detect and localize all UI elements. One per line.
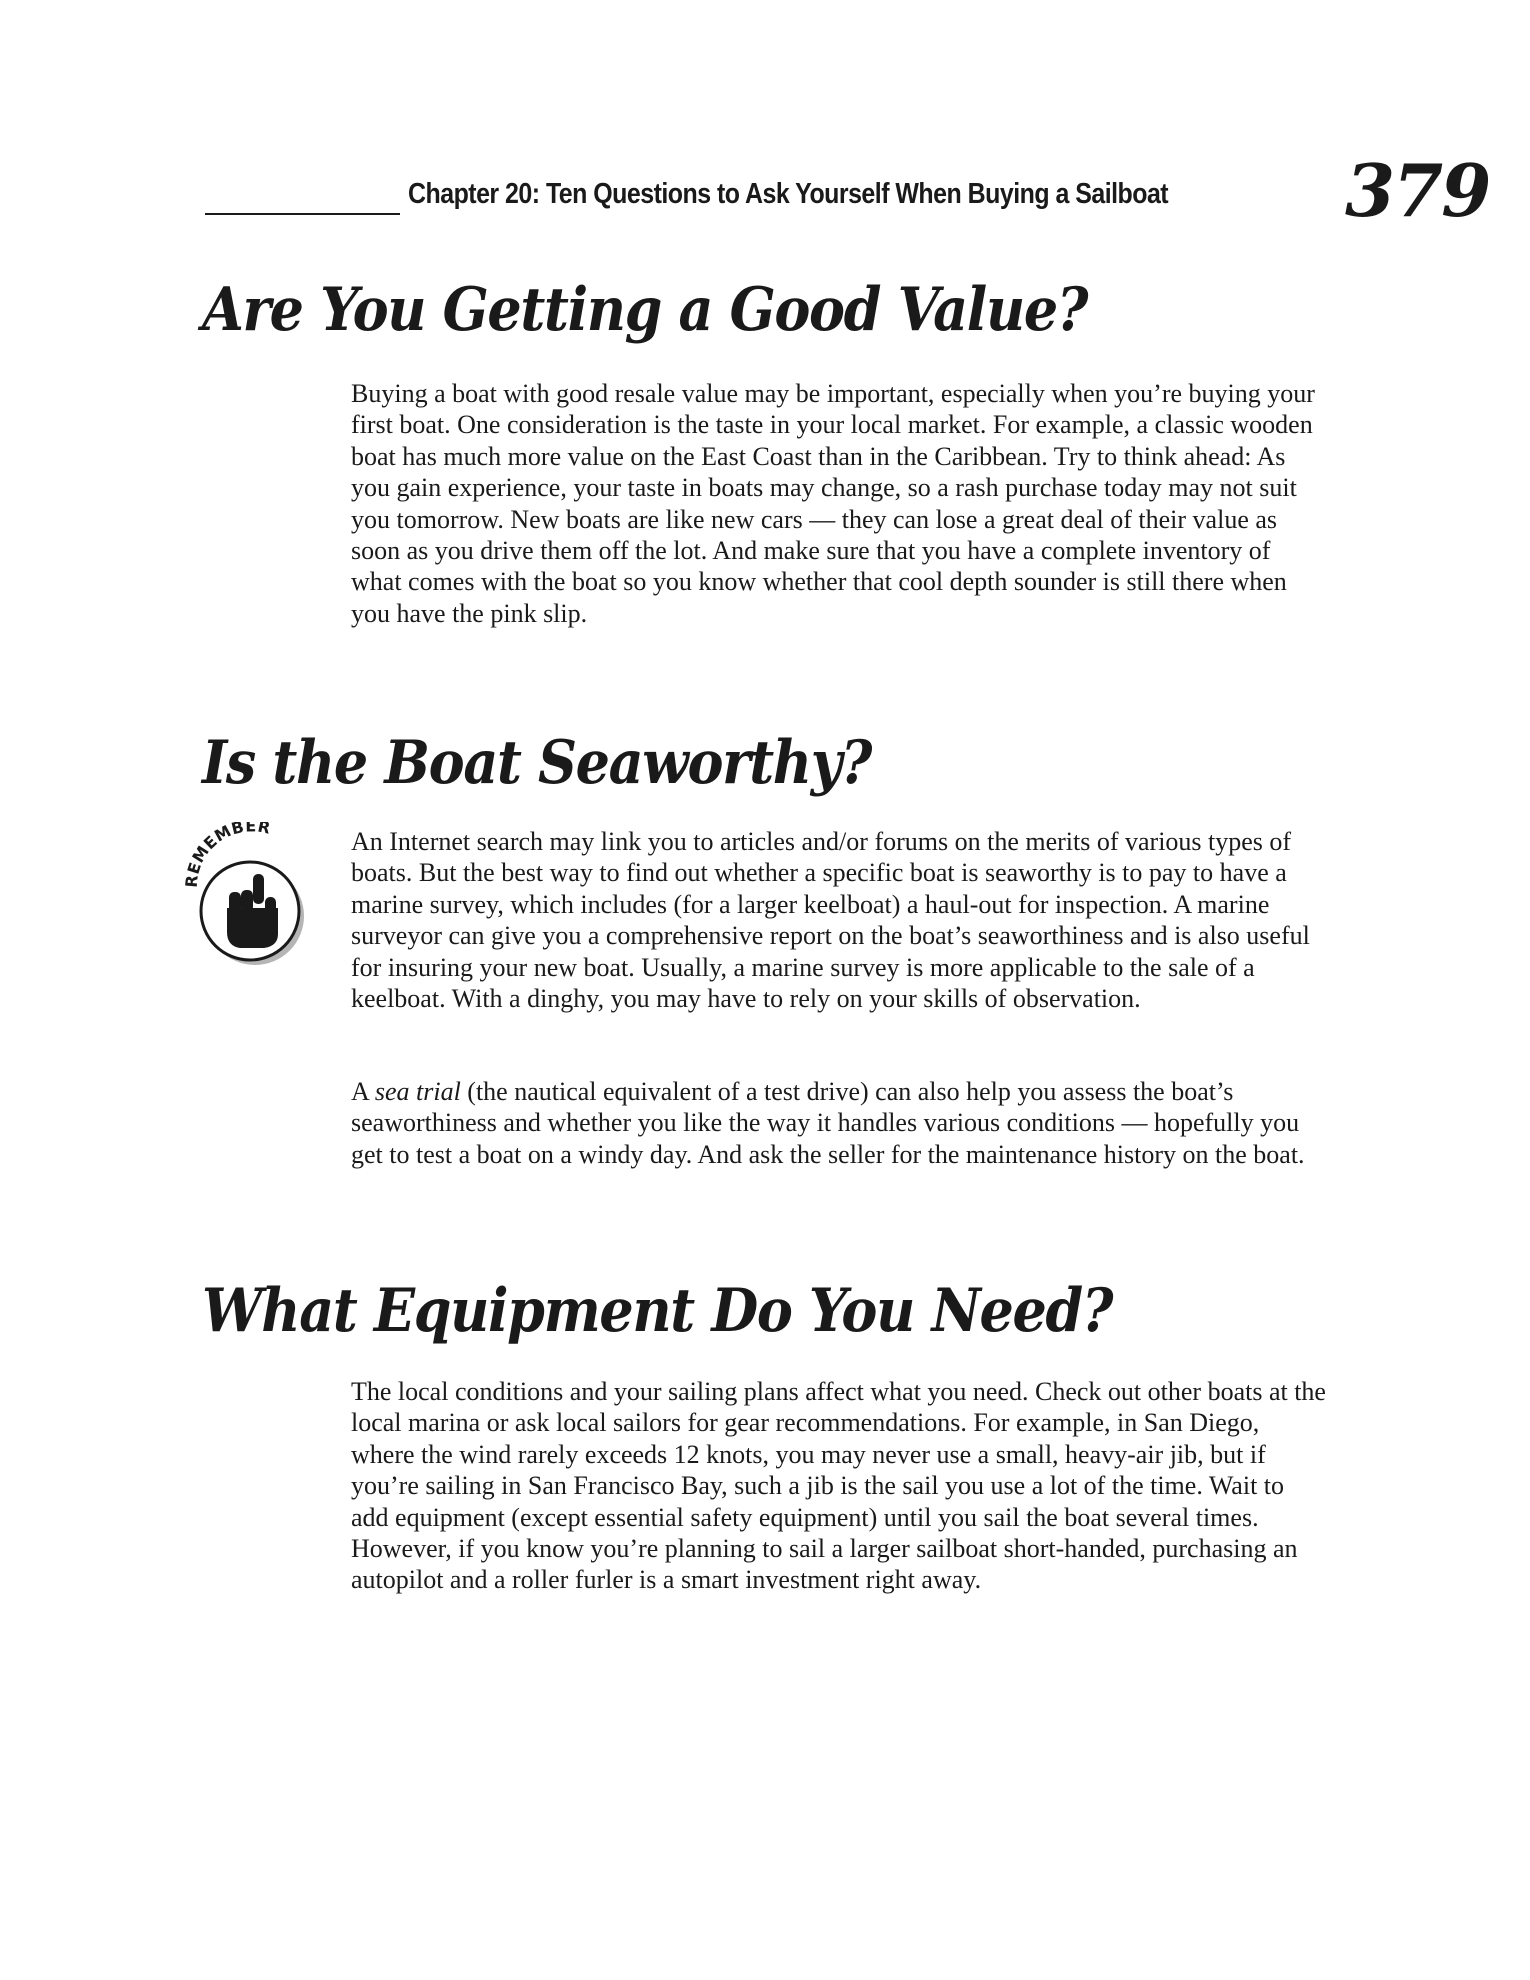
section-heading-good-value: Are You Getting a Good Value? <box>202 275 1088 345</box>
section-heading-equipment: What Equipment Do You Need? <box>202 1276 1113 1346</box>
page-number: 379 <box>1345 148 1490 233</box>
chapter-title: Chapter 20: Ten Questions to Ask Yourself When Buying a Sailboat <box>408 178 1169 210</box>
sea-trial-term: sea trial <box>374 1077 461 1106</box>
header-rule <box>205 213 400 215</box>
sea-trial-rest: (the nautical equivalent of a test drive) can also help you assess the boat’s seaworthiness and whether you like the way it handles various conditions — hopefully you get to test a boat on a windy day. And ask the seller for the maintenance history on the boat. <box>351 1077 1305 1169</box>
paragraph-good-value: Buying a boat with good resale value may be important, especially when you’re buying your first boat. One consideration is the taste in your local market. For example, a classic wooden boat has much more value on the East Coast than in the Caribbean. Try to think ahead: As you gain experience, your taste in boats may change, so a rash purchase today may not suit you tomorrow. New boats are like new cars — they can lose a great deal of their value as soon as you drive them off the lot. And make sure that you have a complete inventory of what comes with the boat so you know whether that cool depth sounder is still there when you have the pink slip. <box>351 379 1315 628</box>
paragraph-seaworthy-survey: An Internet search may link you to articles and/or forums on the merits of various types of boats. But the best way to find out whether a specific boat is seaworthy is to pay to have a marine survey, which includes (for a larger keelboat) a haul-out for inspection. A marine surveyor can give you a comprehensive report on the boat’s seaworthiness and is also useful for insuring your new boat. Usually, a marine survey is more applicable to the sale of a keelboat. With a dinghy, you may have to rely on your skills of observation. <box>351 827 1310 1014</box>
remember-icon <box>180 822 314 968</box>
sea-trial-lead: A <box>351 1077 375 1106</box>
section-heading-seaworthy: Is the Boat Seaworthy? <box>202 728 872 798</box>
paragraph-equipment: The local conditions and your sailing plans affect what you need. Check out other boats at the local marina or ask local sailors for gear recommendations. For example, in San Diego, where the wind rarely exceeds 12 knots, you may never use a small, heavy-air jib, but if you’re sailing in San Francisco Bay, such a jib is the sail you use a lot of the time. Wait to add equipment (except essential safety equipment) until you sail the boat several times. However, if you know you’re planning to sail a larger sailboat short-handed, purchasing an autopilot and a roller furler is a smart investment right away. <box>351 1377 1326 1595</box>
paragraph-sea-trial <box>351 1076 1326 1170</box>
remember-icon-label: REMEMBER <box>181 822 273 889</box>
running-head <box>0 0 1530 260</box>
